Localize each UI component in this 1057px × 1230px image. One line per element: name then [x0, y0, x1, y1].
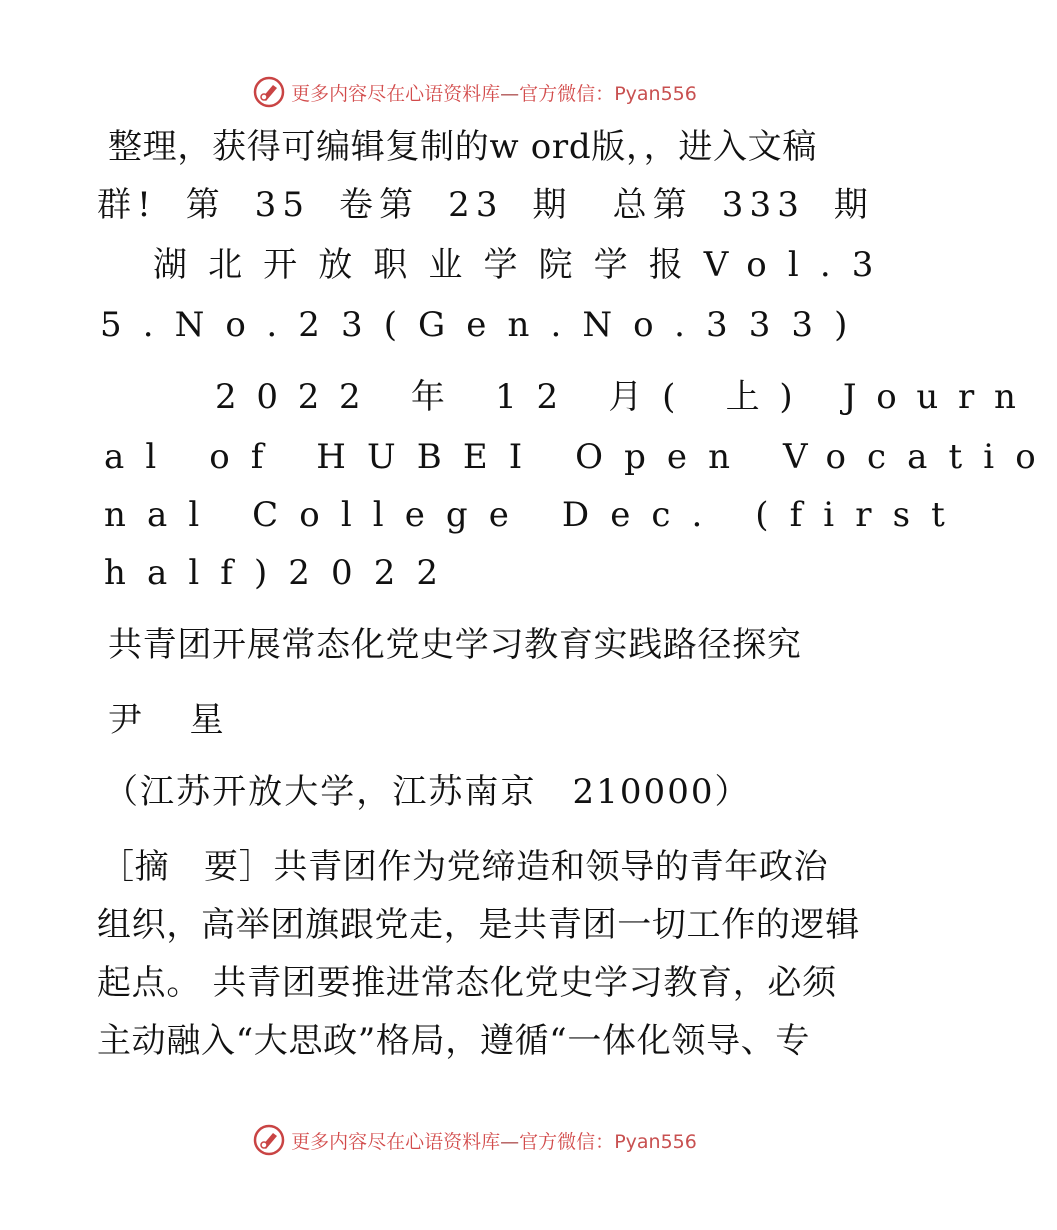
- header-line-4: 5.No.23(Gen.No.333): [100, 305, 869, 345]
- watermark-text: 更多内容尽在心语资料库—官方微信：Pyan556: [291, 82, 697, 105]
- header-line-5: 2022 年 12 月( 上) Journ: [215, 377, 1036, 417]
- abstract-line-2: 组织，高举团旗跟党走，是共青团一切工作的逻辑: [97, 905, 860, 945]
- watermark-logo-icon: [253, 1124, 285, 1156]
- abstract-line-1: ［摘 要］共青团作为党缔造和领导的青年政治: [100, 847, 829, 887]
- abstract-line-4: 主动融入“大思政”格局，遵循“一体化领导、专: [97, 1021, 811, 1061]
- header-line-8: half)2022: [104, 553, 460, 593]
- article-title: 共青团开展常态化党史学习教育实践路径探究: [108, 625, 802, 665]
- header-line-3: 湖北开放职业学院学报Vol.3: [153, 245, 895, 285]
- watermark-text: 更多内容尽在心语资料库—官方微信：Pyan556: [291, 1130, 697, 1153]
- article-affiliation: （江苏开放大学，江苏南京 210000）: [104, 772, 751, 812]
- header-line-2: 群! 第 35 卷第 23 期 总第 333 期: [97, 185, 874, 225]
- article-author: 尹 星: [108, 700, 231, 740]
- header-line-6: al of HUBEI Open Vocatio: [104, 437, 1057, 477]
- header-line-7: nal College Dec. (first: [104, 495, 966, 535]
- watermark-top: [0, 72, 950, 112]
- watermark-bottom: [0, 1120, 950, 1160]
- abstract-line-3: 起点。 共青团要推进常态化党史学习教育，必须: [97, 963, 837, 1003]
- watermark-logo-icon: [253, 76, 285, 108]
- header-line-1: 整理，获得可编辑复制的w ord版，，进入文稿: [108, 127, 818, 167]
